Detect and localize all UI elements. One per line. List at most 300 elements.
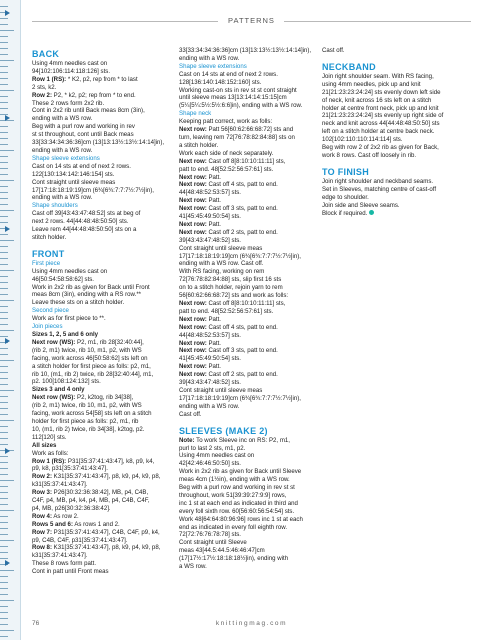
- spacer: [32, 242, 172, 247]
- instruction-line: end as indicated in every foll eighth row.: [179, 523, 288, 531]
- ruler-tick: [0, 636, 8, 637]
- instruction-line: 21[21:23:23:24:24] sts evenly down left side: [322, 88, 441, 96]
- instruction-line: Working cast-on sts in rev st st cont straight: [179, 86, 297, 94]
- instruction-line: [179, 437, 319, 445]
- ruler-tick: [0, 186, 8, 187]
- instruction-label: Sizes 1, 2, 5 and 6 only: [32, 331, 99, 338]
- instruction-line: 94[102:106:114:118:126] sts.: [32, 67, 111, 75]
- instruction-line: Cast off 39[43:43:47:48:52] sts at beg of: [32, 210, 141, 218]
- instruction-line: 2 sts, k2.: [32, 83, 57, 91]
- instruction-line: Beg with a purl row and working in rev st st: [179, 484, 295, 492]
- ruler-tick: [0, 348, 8, 349]
- instruction-line: Work in 2x2 rib as given for Back until Front: [32, 283, 150, 291]
- ruler-tick: [0, 162, 8, 163]
- instruction-line: [32, 76, 172, 84]
- instruction-label: Next row:: [179, 315, 207, 323]
- instruction-line: facing, work across 46[50:58:62] sts left on: [32, 354, 148, 362]
- ruler-tick: [0, 24, 8, 25]
- ruler-tick: [0, 588, 8, 589]
- subsection-heading: Join pieces: [32, 323, 63, 331]
- ruler-tick: [0, 594, 8, 595]
- instruction-line: k31[35:37:41:43:47].: [32, 552, 88, 560]
- page-footer: [32, 620, 471, 630]
- instruction-line: p9, C4B, C4F, p31[35:37:41:43:47].: [32, 536, 128, 544]
- instruction-line: 21[21:23:23:24:24] sts evenly up right side of: [322, 112, 444, 120]
- instruction-line: 17[17:18:18:19:19]cm (6¾[6¾:7:7:7½:7½]in),: [32, 186, 154, 194]
- ruler-arrow-icon: [5, 115, 10, 121]
- instruction-line: 122[130:134:142:146:154] sts.: [32, 170, 115, 178]
- ruler-tick: [0, 294, 8, 295]
- instruction-line: Cont in 2x2 rib until Back meas 8cm (3in),: [32, 107, 145, 115]
- ruler-tick: [0, 198, 8, 199]
- instruction-line: Cont straight until sleeve meas: [32, 178, 116, 186]
- instruction-line: turn, leaving rem 72[76:78:82:84:88] sts on: [179, 133, 295, 141]
- instruction-line: [32, 394, 172, 402]
- instruction-line: k31[35:37:41:43:47].: [32, 481, 88, 489]
- instruction-line: [179, 324, 319, 332]
- ruler-tick: [0, 432, 8, 433]
- ruler-tick: [0, 66, 8, 67]
- ruler-tick: [0, 54, 8, 55]
- spacer: [322, 160, 476, 165]
- instruction-line: ending with a WS row.: [179, 402, 240, 410]
- ruler-tick: [0, 624, 8, 625]
- instruction-line: 39[43:43:47:48:52] sts.: [179, 236, 241, 244]
- instruction-line: holder at centre front neck, pick up and knit: [322, 104, 439, 112]
- instruction-text: P2, * k2, p2; rep from * to end.: [51, 91, 136, 99]
- instruction-label: Row 1 (RS):: [32, 75, 67, 83]
- instruction-line: st st throughout, cont until Back meas: [32, 131, 134, 139]
- instruction-text: P2, m1, rib 28[32:40:44],: [75, 338, 144, 346]
- instruction-line: meas 8cm (3in), ending with a RS row.**: [32, 291, 142, 299]
- instruction-label: Row 4:: [32, 512, 52, 520]
- ruler-tick: [0, 60, 14, 61]
- ruler-tick: [0, 402, 8, 403]
- ruler-arrow-icon: [5, 10, 10, 16]
- instruction-line: 56[60:62:66:68:72] sts and work as folls:: [179, 292, 289, 300]
- ruler-tick: [0, 156, 8, 157]
- instruction-text: P31[35:37:41:43:47], C4B, C4F, p9, k4,: [51, 528, 160, 536]
- ruler-tick: [0, 576, 8, 577]
- instruction-line: p9, k8, p31[35:37:41:43:47].: [32, 465, 108, 473]
- ruler-tick: [0, 276, 8, 277]
- ruler-tick: [0, 354, 8, 355]
- instruction-label: Row 3:: [32, 489, 52, 497]
- ruler-tick: [0, 534, 8, 535]
- instruction-line: Using 4mm needles cast on: [32, 60, 108, 67]
- instruction-label: Next row:: [179, 371, 207, 379]
- instruction-line: rib 10, (m1, rib 2) twice, rib 28[32:40:44], m1,: [32, 370, 154, 378]
- instruction-text: P31[35:37:41:43:47], k8, p9, k4,: [66, 457, 155, 465]
- instruction-line: Leave these sts on a stitch holder.: [32, 299, 125, 307]
- instruction-line: purl to last 2 sts, m1, p2.: [179, 444, 246, 452]
- section-title: PATTERNS: [228, 16, 275, 25]
- instruction-line: ending with a WS row.: [32, 194, 93, 202]
- ruler-tick: [0, 618, 8, 619]
- ruler-tick: [0, 180, 14, 181]
- instruction-line: [32, 331, 172, 339]
- ruler-tick: [0, 48, 8, 49]
- instruction-line: Cont straight until sleeve meas: [179, 244, 263, 252]
- instruction-line: [179, 371, 319, 379]
- instruction-line: (17[17½:17½:18:18:18½]in), ending with: [179, 555, 289, 563]
- instruction-line: Work 48[64:64:80:96:96] rows inc 1 st at each: [179, 515, 303, 523]
- ruler-tick: [0, 612, 8, 613]
- instruction-line: [32, 513, 172, 521]
- ruler-tick: [0, 300, 14, 301]
- ruler-tick: [0, 192, 8, 193]
- instruction-line: [32, 544, 172, 552]
- ruler-tick: [0, 498, 8, 499]
- instruction-line: Leave rem 44[44:48:48:50:50] sts on a: [32, 226, 137, 234]
- pattern-body: [32, 47, 480, 607]
- instruction-line: Cont straight until Sleeve: [179, 539, 247, 547]
- page-header: [32, 16, 471, 26]
- ruler-tick: [0, 36, 8, 37]
- instruction-label: Row 7:: [32, 528, 52, 536]
- instruction-line: Using 4mm needles cast on: [179, 452, 255, 460]
- instruction-label: Next row:: [179, 173, 207, 181]
- ruler-tick: [0, 456, 8, 457]
- instruction-line: [32, 339, 172, 347]
- instruction-line: meas 43[44.5:44.5:46:46:47]cm: [179, 547, 265, 555]
- instruction-line: 128[136:140:148:152:160] sts.: [179, 78, 262, 86]
- ruler-tick: [0, 18, 8, 19]
- instruction-line: [32, 458, 172, 466]
- instruction-text: Cast off 8[8:10:10:11:11] sts,: [206, 300, 286, 307]
- instruction-text: Cast off 3 sts, patt to end.: [206, 347, 278, 355]
- instruction-line: a stitch holder for first piece as folls: p2, m1,: [32, 362, 151, 370]
- instruction-line: [179, 197, 319, 205]
- ruler-arrow-icon: [5, 226, 10, 232]
- instruction-line: [32, 386, 172, 394]
- instruction-text: P26[30:32:36:38:42], MB, p4, C4B,: [51, 489, 149, 497]
- ruler-tick: [0, 96, 8, 97]
- ruler-tick: [0, 240, 14, 241]
- ruler-tick: [0, 462, 8, 463]
- instruction-line: Join right shoulder and neckband seams.: [322, 177, 434, 185]
- instruction-line: 41[45:45:49:50:54] sts.: [179, 355, 241, 363]
- instruction-line: meas 4cm (1½in), ending with a WS row.: [179, 476, 290, 484]
- subsection-heading: Second piece: [32, 307, 69, 315]
- instruction-line: Cast off.: [322, 47, 345, 54]
- instruction-label: Sizes 3 and 4 only: [32, 386, 85, 394]
- instruction-text: Patt 56[60:62:66:68:72] sts and: [206, 126, 294, 134]
- instruction-line: 33[33:34:34:36:36]cm (13[13:13½:13½:14:14]in),: [32, 139, 165, 147]
- ruler-tick: [0, 552, 8, 553]
- instruction-line: [179, 347, 319, 355]
- instruction-line: 17[17:18:18:19:19]cm (6¾[6¾:7:7:7½:7½]in),: [179, 252, 301, 260]
- ruler-tick: [0, 570, 14, 571]
- instruction-label: Next row:: [179, 205, 207, 213]
- instruction-line: Cont straight until sleeve meas: [179, 386, 263, 394]
- instruction-text: To work Sleeve inc on RS: P2, m1,: [194, 436, 290, 444]
- ruler-tick: [0, 390, 14, 391]
- instruction-text: * K2, p2, rep from * to last: [66, 75, 138, 83]
- ruler-tick: [0, 384, 8, 385]
- instruction-label: Next row:: [179, 228, 207, 236]
- ruler-tick: [0, 270, 14, 271]
- instruction-line: 33[33:34:34:36:36]cm (13[13:13½:13½:14:14]in),: [179, 47, 312, 54]
- instruction-line: Join side and Sleeve seams.: [322, 201, 400, 209]
- ruler-tick: [0, 246, 8, 247]
- instruction-line: Beg with a purl row and working in rev: [32, 123, 135, 131]
- instruction-label: Next row:: [179, 126, 207, 134]
- instruction-line: Work each side of neck separately.: [179, 149, 274, 157]
- instruction-text: K31[35:37:41:43:47], p8, k9, p4, k9, p8,: [51, 473, 161, 481]
- ruler-tick: [0, 72, 8, 73]
- ruler-tick: [0, 84, 8, 85]
- section-heading: TO FINISH: [322, 166, 370, 177]
- ruler-tick: [0, 288, 8, 289]
- ruler-tick: [0, 414, 8, 415]
- instruction-line: [32, 489, 172, 497]
- instruction-label: Note:: [179, 436, 195, 444]
- instruction-label: Next row (WS):: [32, 394, 76, 402]
- ruler-tick: [0, 282, 8, 283]
- instruction-line: facing, work across 54[58] sts left on a stitch: [32, 410, 152, 418]
- instruction-label: Next row:: [179, 300, 207, 307]
- ruler-tick: [0, 174, 8, 175]
- instruction-line: [32, 529, 172, 537]
- ruler-tick: [0, 126, 8, 127]
- instruction-label: Row 1 (RS):: [32, 457, 67, 465]
- instruction-line: throughout, work 51[39:39:27:9:9] rows,: [179, 491, 287, 499]
- instruction-line: edge to shoulder.: [322, 193, 369, 201]
- instruction-line: of neck, knit across 16 sts left on a stitch: [322, 96, 432, 104]
- ruler-tick: [0, 210, 14, 211]
- instruction-line: These 8 rows form patt.: [32, 560, 97, 568]
- instruction-line: Using 4mm needles cast on: [32, 267, 108, 275]
- ruler-tick: [0, 168, 8, 169]
- instruction-label: Rows 5 and 6:: [32, 520, 73, 528]
- section-heading: NECKBAND: [322, 61, 376, 72]
- instruction-line: Work as folls:: [32, 449, 69, 457]
- instruction-line: next 2 rows. 44[44:48:48:50:50] sts.: [32, 218, 129, 226]
- instruction-line: every foll sixth row. 60[56:60:56:54:54] sts.: [179, 507, 295, 515]
- instruction-line: C4F, p4, MB, p4, k4, p4, MB, p4, C4B, C4F,: [32, 497, 150, 505]
- instruction-text: Cast off 8[8:10:10:11:11] sts,: [206, 157, 286, 165]
- instruction-line: Work as for first piece to **.: [32, 315, 106, 323]
- instruction-line: Cont in patt until Front meas: [32, 568, 109, 576]
- instruction-label: Next row:: [179, 323, 207, 331]
- ruler-tick: [0, 366, 8, 367]
- instruction-line: [179, 363, 319, 371]
- ruler-tick: [0, 558, 8, 559]
- instruction-line: patt to end. 48[52:52:56:57:61] sts.: [179, 165, 274, 173]
- instruction-line: ending with a WS row. Cast off.: [179, 260, 264, 268]
- instruction-text: Patt.: [206, 339, 221, 347]
- ruler-tick: [0, 132, 8, 133]
- instruction-line: ending with a WS row.: [32, 115, 93, 123]
- instruction-label: Next row:: [179, 363, 207, 371]
- ruler-tick: [0, 312, 8, 313]
- instruction-line: 102[102:110:110:114:114] sts.: [322, 136, 403, 144]
- subsection-heading: Shape neck: [179, 110, 212, 118]
- instruction-label: Next row:: [179, 197, 207, 205]
- ruler-tick: [0, 324, 8, 325]
- instruction-text: Cast off 4 sts, patt to end.: [206, 323, 278, 331]
- instruction-label: Row 2:: [32, 91, 52, 99]
- ruler-tick: [0, 630, 14, 631]
- ruler-tick: [0, 318, 8, 319]
- ruler-tick: [0, 42, 8, 43]
- instruction-line: p2. 100[108:124:132] sts.: [32, 378, 101, 386]
- ruler-tick: [0, 444, 8, 445]
- instruction-line: [32, 521, 172, 529]
- instruction-label: Next row:: [179, 339, 207, 347]
- subsection-heading: Shape sleeve extensions: [32, 154, 100, 162]
- ruler-tick: [0, 486, 8, 487]
- instruction-line: (5¼[5¼:5½:5½:6:6]in), ending with a WS row.: [179, 102, 303, 110]
- ruler-tick: [0, 396, 8, 397]
- instruction-line: (rib 2, m1) twice, rib 10, m1, p2, with WS: [32, 346, 142, 354]
- ruler-tick: [0, 372, 8, 373]
- ruler-tick: [0, 408, 8, 409]
- instruction-line: left on a stitch holder at centre back neck.: [322, 128, 435, 136]
- instruction-line: 72[76:78:82:84:88] sts, slip first 16 sts: [179, 276, 282, 284]
- instruction-text: As row 2.: [51, 512, 79, 520]
- ruler-tick: [0, 480, 14, 481]
- ruler-tick: [0, 108, 8, 109]
- instruction-line: [179, 126, 319, 134]
- subsection-heading: First piece: [32, 259, 61, 267]
- ruler-tick: [0, 30, 14, 31]
- instruction-line: work 8 rows. Cast off loosely in rib.: [322, 151, 417, 159]
- instruction-line: Cast on 14 sts at end of next 2 rows.: [179, 70, 278, 78]
- instruction-line: neck and knit across 44[44:48:48:50:50] sts: [322, 120, 440, 128]
- ruler-tick: [0, 378, 8, 379]
- instruction-line: stitch holder.: [32, 233, 67, 241]
- instruction-line: 44[48:48:52:53:57] sts.: [179, 189, 241, 197]
- header-rule-right: [284, 21, 471, 22]
- instruction-line: ending with a WS row.: [32, 146, 93, 154]
- instruction-line: 44[48:48:52:53:57] sts.: [179, 331, 241, 339]
- closing-text: Block if required.: [322, 209, 368, 217]
- ruler-tick: [0, 258, 8, 259]
- instruction-line: 112[120] sts.: [32, 433, 67, 441]
- instruction-line: 42[42:46:46:50:50] sts.: [179, 460, 241, 468]
- ruler-tick: [0, 336, 8, 337]
- instruction-line: 72[72:76:76:78:78] sts.: [179, 531, 241, 539]
- instruction-line: on to a stitch holder, rejoin yarn to rem: [179, 284, 283, 292]
- instruction-line: a stitch holder.: [179, 141, 219, 149]
- ruler-tick: [0, 582, 8, 583]
- instruction-line: [179, 158, 319, 166]
- subsection-heading: Shape shoulders: [32, 202, 78, 210]
- instruction-line: 17[17:18:18:19:19]cm (6¾[6¾:7:7:7½:7½]in),: [179, 394, 301, 402]
- instruction-line: Work in 2x2 rib as given for Back until Sleeve: [179, 468, 302, 476]
- ruler-tick: [0, 6, 8, 7]
- ruler-tick: [0, 204, 8, 205]
- instruction-label: Next row:: [179, 157, 207, 165]
- instruction-label: Next row (WS):: [32, 338, 76, 346]
- instruction-label: Row 8:: [32, 544, 52, 552]
- instruction-line: 41[45:45:49:50:54] sts.: [179, 213, 241, 221]
- instruction-label: Next row:: [179, 347, 207, 355]
- subsection-heading: Shape sleeve extensions: [179, 62, 247, 70]
- ruler-tick: [0, 138, 8, 139]
- closing-line: [322, 210, 476, 218]
- instruction-line: [32, 473, 172, 481]
- instruction-line: ending with a WS row.: [179, 54, 240, 62]
- ruler-tick: [0, 528, 8, 529]
- ruler-tick: [0, 492, 8, 493]
- instruction-line: p4, MB, p26[30:32:36:38:42].: [32, 504, 111, 512]
- spacer: [322, 55, 476, 60]
- end-bullet-icon: [369, 210, 374, 215]
- ruler-tick: [0, 360, 14, 361]
- instruction-line: [179, 316, 319, 324]
- instruction-text: Patt.: [206, 173, 221, 181]
- instruction-line: Beg with row 2 of 2x2 rib as given for Back,: [322, 144, 439, 152]
- instruction-line: 10, (m1, rib 2) twice, rib 34[38], k2tog, p2.: [32, 425, 145, 433]
- ruler-tick: [0, 474, 8, 475]
- page-number: 76: [32, 620, 40, 627]
- instruction-label: Row 2:: [32, 473, 52, 481]
- instruction-text: Cast off 2 sts, patt to end.: [206, 228, 278, 236]
- ruler-tick: [0, 150, 14, 151]
- spacer: [179, 419, 319, 424]
- ruler-tick: [0, 546, 8, 547]
- ruler-tick: [0, 330, 14, 331]
- instruction-line: [179, 174, 319, 182]
- ruler-tick: [0, 216, 8, 217]
- ruler-tick: [0, 510, 14, 511]
- instruction-line: Cast off.: [179, 410, 202, 418]
- ruler-tick: [0, 600, 14, 601]
- instruction-text: Patt.: [206, 197, 221, 205]
- instruction-line: (rib 2, m1) twice, rib 10, m1, p2, with WS: [32, 402, 142, 410]
- instruction-text: P2, k2tog, rib 34[38],: [75, 394, 134, 402]
- ruler-arrow-icon: [5, 448, 10, 454]
- section-heading: SLEEVES (MAKE 2): [179, 425, 268, 436]
- instruction-text: K31[35:37:41:43:47], p8, k9, p4, k9, p8,: [51, 544, 161, 552]
- instruction-text: Patt.: [206, 315, 221, 323]
- instruction-line: [179, 340, 319, 348]
- ruler-tick: [0, 540, 14, 541]
- instruction-text: Cast off 4 sts, patt to end.: [206, 181, 278, 189]
- ruler-tick: [0, 222, 8, 223]
- instruction-line: holder for first piece as folls: p2, m1, rib: [32, 417, 139, 425]
- instruction-line: Set in Sleeves, matching centre of cast-off: [322, 185, 437, 193]
- instruction-line: [32, 92, 172, 100]
- ruler-tick: [0, 426, 8, 427]
- instruction-line: With RS facing, working on rem: [179, 268, 265, 276]
- left-margin-ruler: [0, 0, 21, 640]
- instruction-line: until sleeve meas 13[13:14:14:15:15]cm: [179, 94, 287, 102]
- instruction-line: using 4mm needles, pick up and knit: [322, 80, 421, 88]
- ruler-tick: [0, 468, 8, 469]
- instruction-line: [179, 205, 319, 213]
- column-3: [322, 47, 476, 217]
- instruction-line: These 2 rows form 2x2 rib.: [32, 99, 105, 107]
- ruler-tick: [0, 234, 8, 235]
- ruler-tick: [0, 522, 8, 523]
- ruler-tick: [0, 306, 8, 307]
- website-url: knittingmag.com: [215, 620, 288, 627]
- instruction-line: [179, 181, 319, 189]
- ruler-arrow-icon: [5, 338, 10, 344]
- instruction-line: Cast on 14 sts at end of next 2 rows.: [32, 162, 131, 170]
- ruler-tick: [0, 438, 8, 439]
- ruler-tick: [0, 90, 14, 91]
- instruction-line: [179, 229, 319, 237]
- instruction-line: 39[43:43:47:48:52] sts.: [179, 379, 241, 387]
- ruler-tick: [0, 420, 14, 421]
- instruction-label: All sizes: [32, 441, 57, 449]
- ruler-arrow-icon: [5, 560, 10, 566]
